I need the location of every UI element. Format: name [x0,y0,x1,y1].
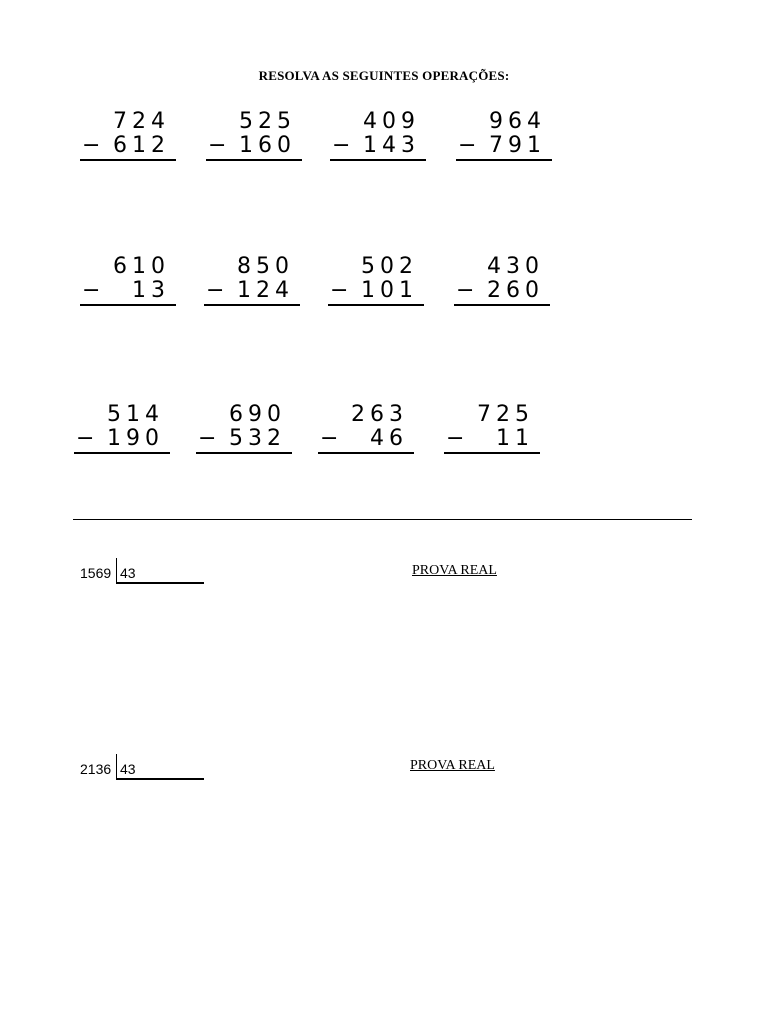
subtraction-problem [328,255,424,306]
minuend: 514 [107,402,164,427]
subtrahend: 13 [132,278,170,303]
answer-line [196,452,292,454]
minus-sign: − [82,133,101,158]
minus-sign: − [446,426,465,451]
subtraction-problem [444,403,540,454]
subtraction-problem [204,255,300,306]
minus-sign: − [76,426,95,451]
minuend: 409 [363,109,420,134]
division-bracket [116,754,117,779]
subtrahend: 612 [113,133,170,158]
minuend: 430 [487,254,544,279]
division-bracket [116,558,117,583]
subtrahend: 124 [237,278,294,303]
minuend: 502 [361,254,418,279]
minus-sign: − [458,133,477,158]
answer-line [328,304,424,306]
answer-line [206,159,302,161]
subtraction-problem [318,403,414,454]
prova-real-label: PROVA REAL [410,758,495,773]
minus-sign: − [206,278,225,303]
minuend: 263 [351,402,408,427]
answer-line [204,304,300,306]
answer-line [318,452,414,454]
subtrahend: 46 [370,426,408,451]
subtrahend: 143 [363,133,420,158]
division-bracket-line [116,778,204,780]
subtrahend: 532 [229,426,286,451]
minus-sign: − [82,278,101,303]
answer-line [80,159,176,161]
subtraction-problem [74,403,170,454]
answer-line [80,304,176,306]
minuend: 964 [489,109,546,134]
dividend: 1569 [80,565,112,581]
section-divider [73,519,692,520]
answer-line [456,159,552,161]
dividend: 2136 [80,761,112,777]
worksheet-title: RESOLVA AS SEGUINTES OPERAÇÕES: [258,68,510,83]
answer-line [330,159,426,161]
subtrahend: 260 [487,278,544,303]
subtrahend: 11 [496,426,534,451]
subtraction-problem [454,255,550,306]
subtraction-problem [80,255,176,306]
minuend: 850 [237,254,294,279]
minuend: 610 [113,254,170,279]
subtraction-problem [80,110,176,161]
minuend: 525 [239,109,296,134]
minuend: 724 [113,109,170,134]
subtraction-problem [330,110,426,161]
answer-line [74,452,170,454]
subtrahend: 101 [361,278,418,303]
subtraction-problem [206,110,302,161]
answer-line [444,452,540,454]
answer-line [454,304,550,306]
subtrahend: 190 [107,426,164,451]
minus-sign: − [332,133,351,158]
prova-real-label: PROVA REAL [412,563,497,578]
subtrahend: 160 [239,133,296,158]
minuend: 725 [477,402,534,427]
minus-sign: − [320,426,339,451]
minus-sign: − [198,426,217,451]
subtraction-problem [456,110,552,161]
subtrahend: 791 [489,133,546,158]
divisor: 43 [120,761,136,777]
minus-sign: − [330,278,349,303]
minuend: 690 [229,402,286,427]
divisor: 43 [120,565,136,581]
minus-sign: − [456,278,475,303]
subtraction-problem [196,403,292,454]
minus-sign: − [208,133,227,158]
division-bracket-line [116,582,204,584]
